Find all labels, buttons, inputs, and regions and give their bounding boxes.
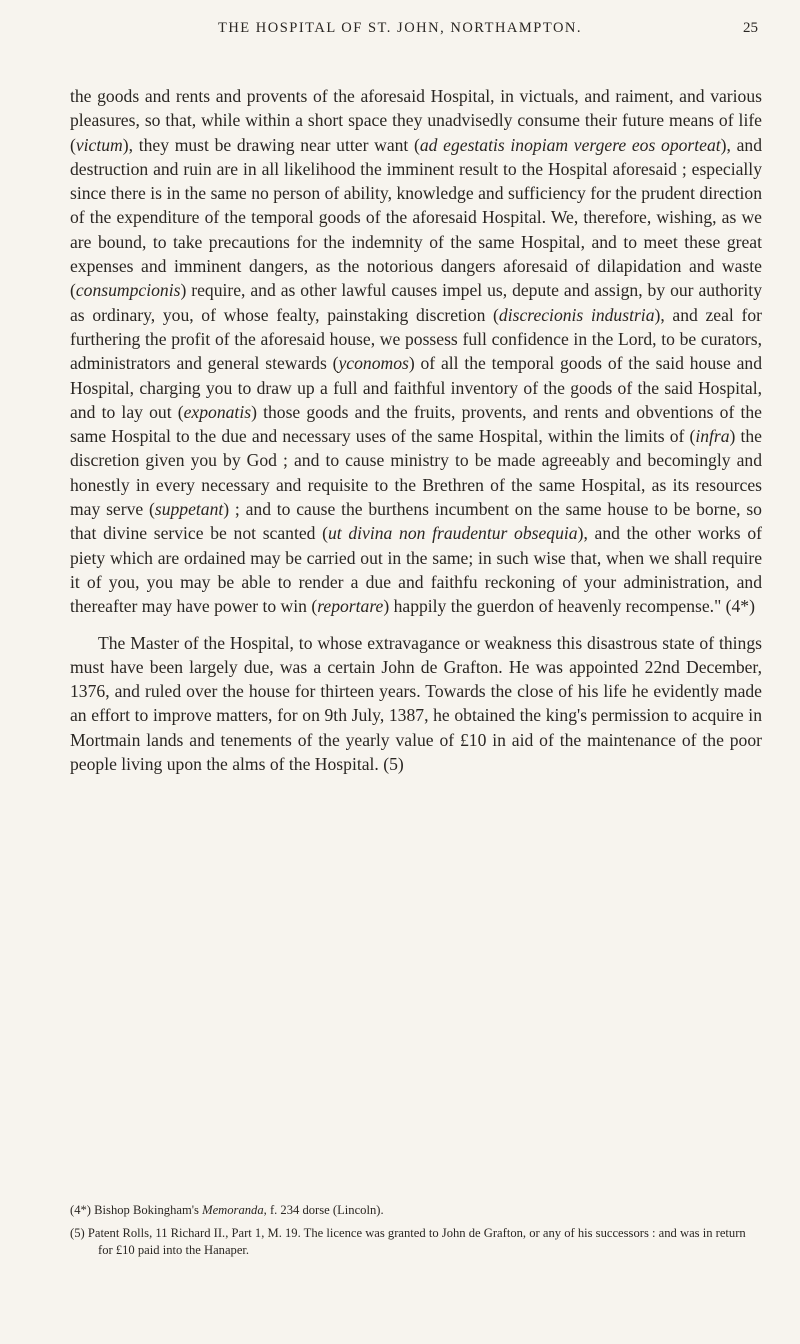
footnote-4 [70,1202,762,1220]
latin-term: exponatis [183,401,252,422]
latin-term: infra [695,426,730,447]
paragraph-2: The Master of the Hospital, to whose extravagance or weakness this disastrous state of things must have been largely due, was a certain John de Grafton. He was appointed 22nd December, 1376, and ruled over the house for thirteen years. Towards the close of his life he evidently made an effort to improve matters, for on 9th July, 1387, he obtained the king's permission to acquire in Mortmain lands and tenements of the yearly value of £10 in aid of the maintenance of the poor people living upon the alms of the Hospital. (5) [70,632,762,775]
footnote-mark: (4*) [70,1203,91,1217]
text-run: ) ; and to cause the burthens incumbent on the same house to be borne, so that divine service be not scanted ( [70,499,762,544]
text-run: Bishop Bokingham's [94,1203,203,1217]
latin-term: ut divina non fraudentur obsequia [328,523,578,544]
text-run: ) happily the guerdon of heavenly recompense." (4*) [383,596,755,617]
latin-term: reportare [317,596,384,617]
running-title: THE HOSPITAL OF ST. JOHN, NORTHAMPTON. [217,20,583,36]
text-run: , f. 234 dorse (Lincoln). [263,1203,384,1217]
footnote-mark: (5) [70,1225,85,1240]
text-run: ) of all the temporal goods of the said house and Hospital, charging you to draw up a full and faithful inventory of the goods of the said Hospital, and to lay out ( [70,353,763,422]
body-text [70,84,762,776]
text-run: ) require, and as other lawful causes impel us, depute and assign, by our authority as ordinary, you, of whose fealty, painstaking discretion ( [70,280,762,325]
text-run: ) the discretion given you by God ; and to cause ministry to be made agreeably and becomingly and honestly in every necessary and requisite to the Brethren of the same Hospital, as its resources may serve ( [70,426,762,520]
page-header [0,14,800,44]
page-number: 25 [743,20,758,36]
latin-term: suppetant [154,499,224,520]
latin-term: victum [75,134,123,155]
latin-term: consumpcionis [75,280,181,301]
latin-term: discrecionis industria [498,304,655,325]
text-run: Patent Rolls, 11 Richard II., Part 1, M. 19. The licence was granted to John de Grafton, or any of his successors : and was in return for £10 paid into the Hanaper. [87,1225,746,1257]
paragraph-1 [70,84,762,619]
text-run: ), they must be drawing near utter want ( [122,134,420,155]
text-run: the goods and rents and provents of the aforesaid Hospital, in victuals, and raiment, and various pleasures, so that, while within a short space they unadvisedly consume their future means of life ( [70,86,762,155]
latin-term: Memoranda [202,1203,264,1217]
text-run: ), and the other works of piety which are ordained may be carried out in the same; in such wise that, when we shall require it of you, you may be able to render a due and faithfu reckoning of your administration, and thereafter may have power to win ( [70,523,762,617]
text-run: ), and destruction and ruin are in all likelihood the imminent result to the Hospital aforesaid ; especially since there is in the same no person of ability, knowledge and sufficiency for the prudent direction of the expenditure of the temporal goods of the aforesaid Hospital. We, therefore, wishing, as we are bound, to take precautions for the indemnity of the same Hospital, and to meet these great expenses and imminent dangers, as the notorious dangers aforesaid of dilapidation and waste ( [70,134,762,301]
text-run: ) those goods and the fruits, provents, and rents and obventions of the same Hospital to the due and necessary uses of the same Hospital, within the limits of ( [70,401,762,447]
footnotes [70,1202,762,1265]
latin-term: yconomos [338,353,409,374]
latin-term: ad egestatis inopiam vergere eos oporteat [419,134,721,155]
footnote-5 [70,1225,762,1260]
text-run: ), and zeal for furthering the profit of the aforesaid house, we possess full confidence in the Lord, to be curators, administrators and general stewards ( [70,304,762,374]
